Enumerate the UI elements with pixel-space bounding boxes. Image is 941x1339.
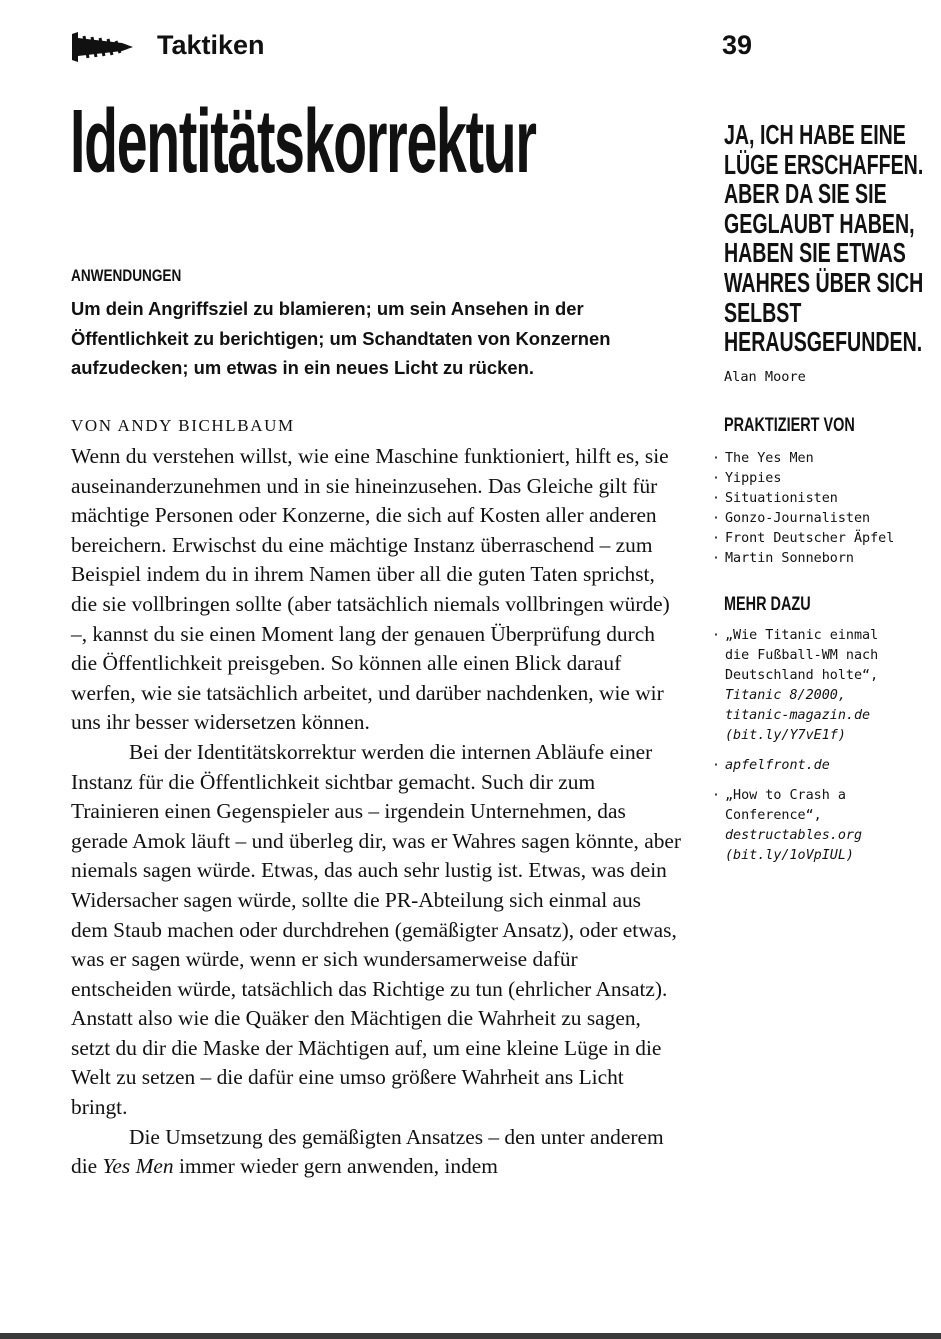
body-paragraph-1: Wenn du verstehen willst, wie eine Maschine funktioniert, hilft es, sie auseinanderzunehmen und in sie hineinzusehen. Das Gleiche gilt für mächtige Personen oder Konzerne, die sich auf Kosten aller anderen bereichern. Erwischst du eine mächtige Instanz überraschend – zum Beispiel indem du in ihrem Namen über all die guten Taten sprichst, die sie vollbringen sollte (aber tatsächlich niemals vollbringen würde) –, kannst du sie einen Moment lang der genauen Überprüfung durch die Öffentlichkeit preisgeben. So können alle einen Blick darauf werfen, wie sie tatsächlich arbeitet, und darüber nachdenken, wie wir uns ihr besser widersetzen können. [71, 444, 670, 735]
article-body [71, 442, 683, 1182]
screw-icon [70, 30, 134, 64]
source-link[interactable]: Titanic 8/2000, titanic-magazin.de (bit.ly/Y7vE1f) [725, 688, 871, 743]
body-paragraph-2: Bei der Identitätskorrektur werden die internen Abläufe einer Instanz für die Öffentlichkeit sichtbar gemacht. Such dir zum Trainieren einen Gegenspieler aus – irgendein Unternehmen, das gerade Amok läuft – und überleg dir, was er Wahres sagen könnte, aber niemals sagen würde. Etwas, das auch sehr lustig ist. Etwas, was dein Widersacher sagen würde, sollte die PR-Abteilung sich einmal aus dem Staub machen oder durchdrehen (gemäßigter Ansatz), oder etwas, was er sagen würde, wenn er sich wundersamerweise dafür entscheiden würde, tatsächlich das Richtige zu tun (ehrlicher Ansatz). Anstatt also wie die Quäker den Mächtigen die Wahrheit zu sagen, setzt du dir die Maske der Mächtigen auf, um eine kleine Lüge in die Welt zu setzen – die dafür eine umso größere Wahrheit ans Licht bringt. [71, 739, 682, 1120]
list-item: · „Wie Titanic einmal die Fußball-WM nach Deutschland holte“, Titanic 8/2000, titanic-magazin.de (bit.ly/Y7vE1f) [712, 628, 879, 743]
list-item: · The Yes Men [712, 451, 814, 466]
uses-heading: ANWENDUNGEN [71, 266, 182, 285]
page-number: 39 [722, 30, 753, 60]
list-item: · Martin Sonneborn [712, 551, 854, 566]
list-item: · Front Deutscher Äpfel [712, 531, 895, 546]
page-title: Identitätskorrektur [70, 92, 536, 192]
list-item: · „How to Crash a Conference“, destructables.org (bit.ly/1oVpIUL) [712, 788, 863, 863]
list-item: · apfelfront.de [712, 758, 830, 773]
section-name: Taktiken [157, 30, 265, 60]
source-link[interactable]: apfelfront.de [725, 758, 830, 773]
practiced-list [712, 449, 922, 569]
body-paragraph-3 [71, 1123, 683, 1182]
more-heading: MEHR DAZU [724, 594, 811, 615]
page-bottom-rule [0, 1333, 941, 1339]
author-byline: VON ANDY BICHLBAUM [71, 416, 295, 435]
practiced-heading: PRAKTIZIERT VON [724, 415, 855, 436]
list-item: · Situationisten [712, 491, 838, 506]
more-list [712, 626, 902, 876]
yes-men-italic: Yes Men [102, 1154, 174, 1179]
body-paragraph-3-end: immer wieder gern anwenden, indem [173, 1154, 498, 1179]
body-paragraph-3-start: Die Umsetzung des gemäßigten Ansatzes – den unter anderem die [71, 1124, 664, 1179]
pull-quote: JA, ICH HABE EINE LÜGE ERSCHAFFEN. ABER DA SIE SIE GEGLAUBT HABEN, HABEN SIE ETWAS WAHRES ÜBER SICH SELBST HERAUSGEFUNDEN. [724, 119, 924, 358]
list-item: · Gonzo-Journalisten [712, 511, 871, 526]
source-link[interactable]: destructables.org (bit.ly/1oVpIUL) [725, 828, 863, 863]
quote-author: Alan Moore [724, 369, 806, 385]
uses-text: Um dein Angriffsziel zu blamieren; um sein Ansehen in der Öffentlichkeit zu berichtigen; um Schandtaten von Konzernen aufzudecken; um etwas in ein neues Licht zu rücken. [71, 298, 611, 378]
list-item: · Yippies [712, 471, 782, 486]
